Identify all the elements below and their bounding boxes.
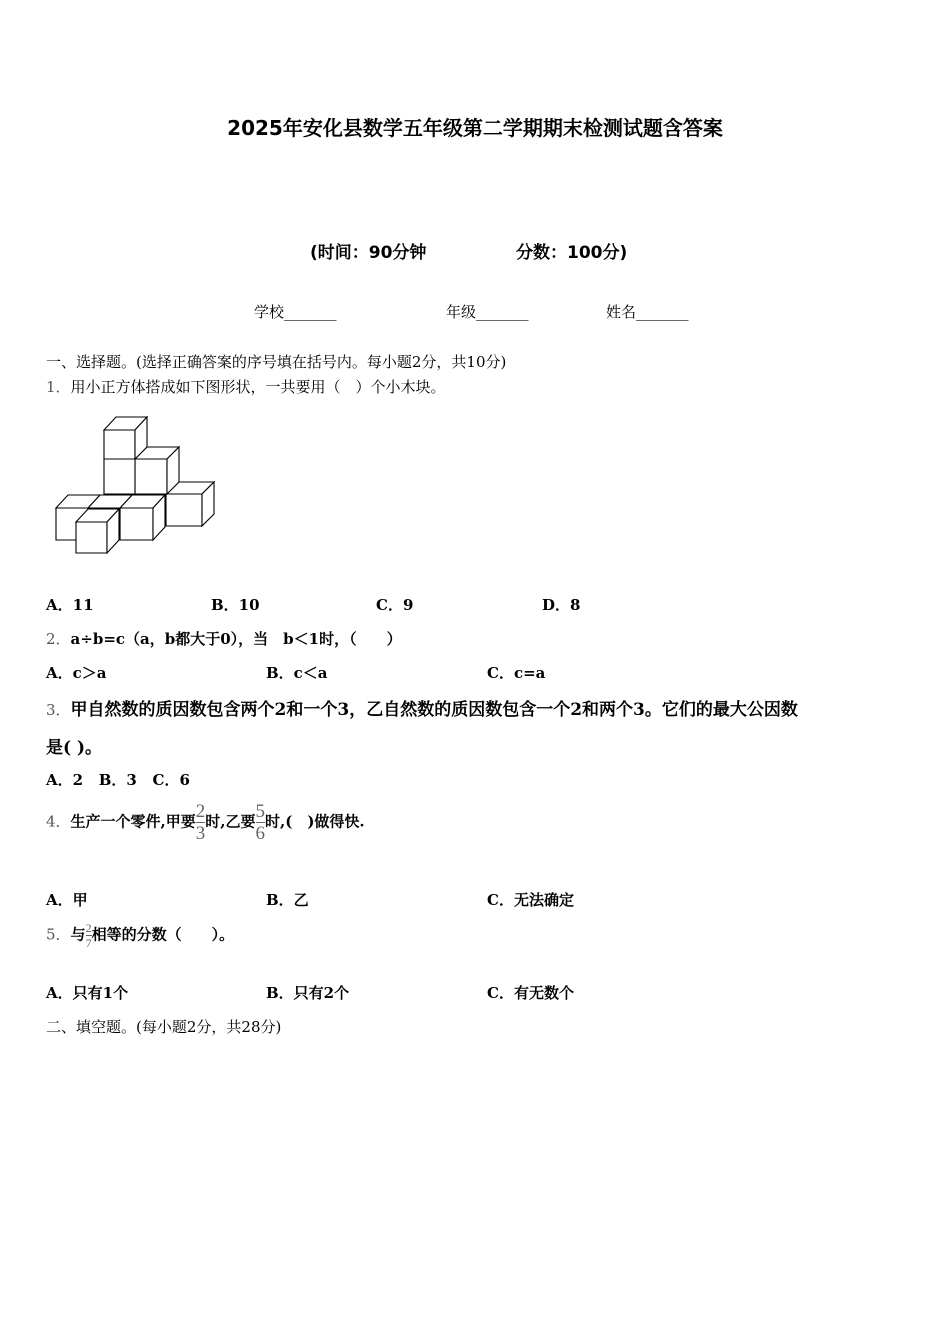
numerator: 2 — [195, 801, 206, 822]
question-text: 用小正方体搭成如下图形状，一共要用（ ）个小木块。 — [70, 378, 446, 396]
question-text-c: 时,( )做得快. — [265, 812, 365, 831]
question-5 — [46, 922, 234, 949]
q1-option-d: D．8 — [542, 596, 581, 614]
exam-time: (时间：90分钟 — [310, 243, 427, 263]
question-text-b: 相等的分数（ ）。 — [91, 925, 235, 944]
question-number: 2． — [46, 630, 71, 648]
q1-option-a: A．11 — [46, 596, 94, 614]
section-1-heading: 一、选择题。(选择正确答案的序号填在括号内。每小题2分，共10分) — [46, 353, 507, 371]
question-3 — [46, 695, 798, 720]
numerator: 2 — [85, 921, 92, 935]
question-text-a: 生产一个零件,甲要 — [70, 812, 196, 831]
question-1 — [46, 376, 446, 397]
question-3-line2: 是( )。 — [46, 738, 103, 758]
question-2 — [46, 628, 402, 649]
q5-option-c: C．有无数个 — [487, 984, 574, 1002]
q4-option-a: A．甲 — [46, 891, 88, 909]
question-number: 4． — [46, 812, 71, 831]
question-number: 1． — [46, 378, 71, 396]
question-text: a÷b=c（a，b都大于0），当 b＜1时，（ ） — [70, 630, 402, 648]
fraction-two-thirds — [196, 802, 206, 843]
q1-option-b: B．10 — [211, 596, 260, 614]
question-text-a: 与 — [70, 925, 86, 944]
q2-option-a: A．c＞a — [46, 664, 107, 682]
section-2-heading: 二、填空题。(每小题2分，共28分) — [46, 1018, 282, 1036]
fraction-five-sixths — [256, 802, 266, 843]
denominator: 7 — [85, 936, 92, 950]
q5-option-a: A．只有1个 — [46, 984, 129, 1002]
q2-option-b: B．c＜a — [266, 664, 328, 682]
denominator: 6 — [255, 823, 266, 844]
q2-option-c: C．c=a — [487, 664, 546, 682]
q3-option-a: A．2 — [46, 771, 84, 789]
page-title: 2025年安化县数学五年级第二学期期末检测试题含答案 — [227, 116, 723, 140]
question-4 — [46, 802, 365, 843]
q1-option-c: C．9 — [376, 596, 414, 614]
school-field: 学校_______ — [254, 303, 337, 321]
question-number: 5． — [46, 925, 71, 944]
q4-option-b: B．乙 — [266, 891, 309, 909]
q4-option-c: C．无法确定 — [487, 891, 574, 909]
numerator: 5 — [255, 801, 266, 822]
cube-stack-figure — [50, 412, 220, 557]
name-field: 姓名_______ — [606, 303, 689, 321]
q3-options — [46, 769, 190, 790]
q3-option-b: B．3 — [98, 771, 137, 789]
denominator: 3 — [195, 823, 206, 844]
q3-option-c: C．6 — [152, 771, 190, 789]
question-text-line1: 甲自然数的质因数包含两个2和一个3，乙自然数的质因数包含一个2和两个3。它们的最大公因数 — [70, 700, 798, 720]
question-number: 3． — [46, 701, 71, 719]
grade-field: 年级_______ — [446, 303, 529, 321]
exam-score: 分数：100分) — [516, 243, 628, 263]
q5-option-b: B．只有2个 — [266, 984, 350, 1002]
question-text-b: 时,乙要 — [205, 812, 256, 831]
